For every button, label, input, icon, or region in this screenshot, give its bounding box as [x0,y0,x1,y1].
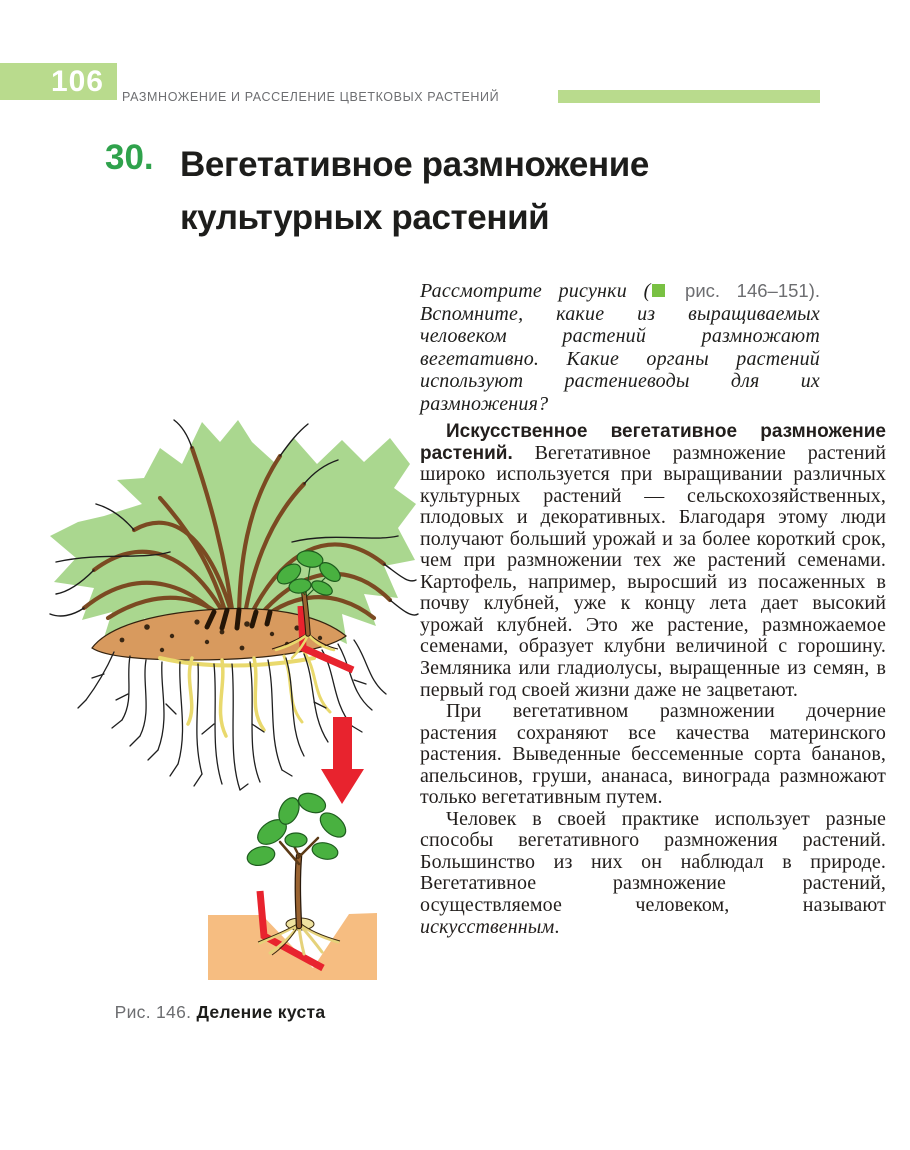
text-segment: . [554,915,560,938]
figure-146 [42,412,422,992]
text-segment: При вегетативном размножении дочерние растения сохраняют все качества материнского растения. Выведенные бессеменные сорта бананов, апельсинов, груши, ананаса, винограда размножают только вегетативным путем. [420,700,886,809]
section-title [180,138,800,244]
figure-ref-marker-icon [652,284,665,297]
body-text-column [420,421,886,938]
body-paragraph [420,421,886,701]
section-title-line1: Вегетативное размножение [180,145,649,184]
body-paragraph [420,701,886,809]
header-green-bar [558,90,820,103]
section-number: 30. [105,138,154,177]
text-segment: Вегетативное размножение растений широко используется при выращивании различных культурных растений — сельскохозяйственных, плодовых и декоративных. Благодаря этому люди получают больший урожай и за более короткий срок, чем при размножении тех же растений семенами. Картофель, например, выросший из посаженных в почву клубней, уже к концу лета дает высокий урожай клубней. Это же растение, размножаемое семенами, образует клубни величиной с горошину. Земляника или гладиолусы, выращенные из семян, в первый год своей жизни даже не зацветают. [420,441,886,701]
page-number-badge [0,63,117,100]
intro-question-block [420,280,820,416]
figure-caption-label: Рис. 146. [114,1002,192,1022]
text-segment: Рассмотрите рисунки ( [420,280,651,302]
running-head: РАЗМНОЖЕНИЕ И РАССЕЛЕНИЕ ЦВЕТКОВЫХ РАСТЕНИЙ [122,90,500,104]
figure-caption-title: Деление куста [196,1002,326,1022]
bush-division-illustration [42,412,422,992]
intro-paragraph [420,280,820,416]
text-segment: Искусственное вегетативное размножение растений. [420,421,886,464]
text-segment: Человек в своей практике использует разные способы вегетативного размножения растений. Большинство из них он наблюдал в природе. Вегетативное размножение растений, осуществляемое человеком, называют [420,807,886,917]
section-title-line2: культурных растений [180,198,550,237]
text-segment: рис. 146–151). [668,280,820,301]
text-segment: искусственным [420,915,555,938]
text-segment: Вспомните, какие из выращиваемых человеком растений размножают вегетативно. Какие органы растений используют растениеводы для их размножения? [420,302,820,415]
body-paragraph [420,809,886,938]
page-number: 106 [50,65,104,98]
figure-caption [30,1002,410,1023]
